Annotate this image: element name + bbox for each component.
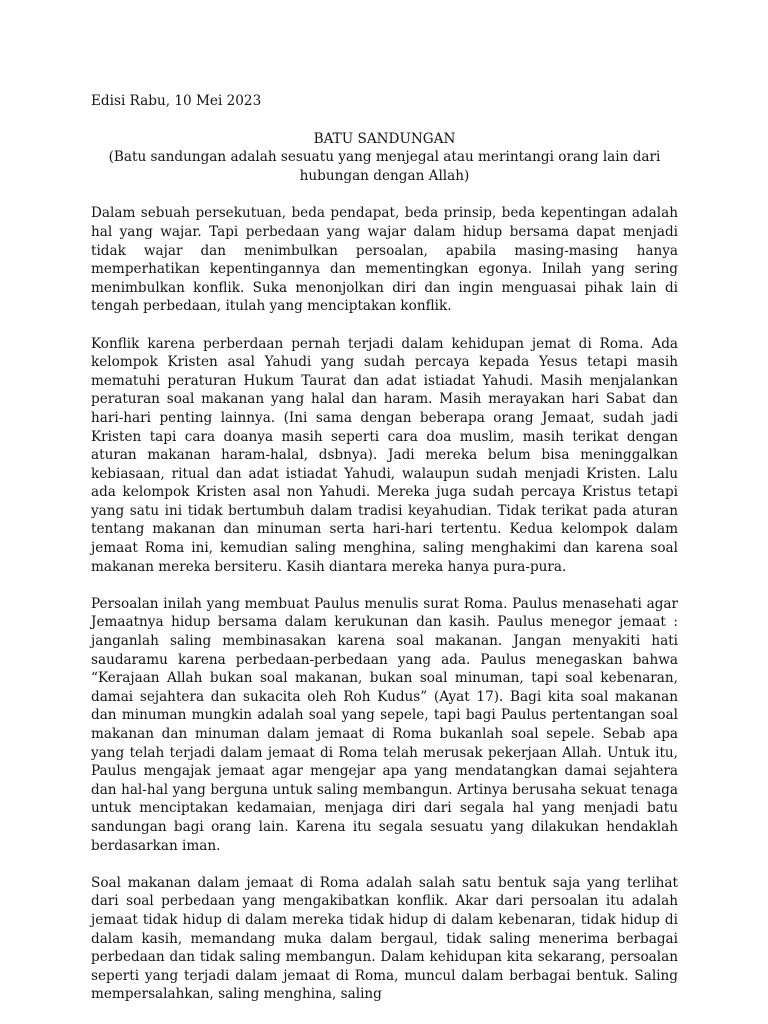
paragraph-3: Persoalan inilah yang membuat Paulus menulis surat Roma. Paulus menasehati agar Jemaatnya hidup bersama dalam kerukunan dan kasih. Paulus menegor jemaat : janganlah saling membinasakan karena soal makanan. Jangan menyakiti hati saudaramu karena perbedaan-perbedaan yang ada. Paulus menegaskan bahwa “Kerajaan Allah bukan soal makanan, bukan soal minuman, tapi soal kebenaran, damai sejahtera dan sukacita oleh Roh Kudus” (Ayat 17). Bagi kita soal makanan dan minuman mungkin adalah soal yang sepele, tapi bagi Paulus pertentangan soal makanan dan minuman dalam jemaat di Roma bukanlah soal sepele. Sebab apa yang telah terjadi dalam jemaat di Roma telah merusak pekerjaan Allah. Untuk itu, Paulus mengajak jemaat agar mengejar apa yang mendatangkan damai sejahtera dan hal-hal yang berguna untuk saling membangun. Artinya berusaha sekuat tenaga untuk menciptakan kedamaian, menjaga diri dari segala hal yang menjadi batu sandungan bagi orang lain. Karena itu segala sesuatu yang dilakukan hendaklah berdasarkan iman. — [91, 595, 678, 854]
paragraph-4: Soal makanan dalam jemaat di Roma adalah salah satu bentuk saja yang terlihat dari soal perbedaan yang mengakibatkan konflik. Akar dari persoalan itu adalah jemaat tidak hidup di dalam mereka tidak hidup di dalam kebenaran, tidak hidup di dalam kasih, memandang muka dalam bergaul, tidak saling menerima berbagai perbedaan dan tidak saling membangun. Dalam kehidupan kita sekarang, persoalan seperti yang terjadi dalam jemaat di Roma, muncul dalam berbagai bentuk. Saling mempersalahkan, saling menghina, saling — [91, 874, 678, 1003]
document-subtitle: (Batu sandungan adalah sesuatu yang menjegal atau merintangi orang lain dari hubungan dengan Allah) — [108, 149, 661, 184]
paragraph-1: Dalam sebuah persekutuan, beda pendapat, beda prinsip, beda kepentingan adalah hal yang wajar. Tapi perbedaan yang wajar dalam hidup bersama dapat menjadi tidak wajar dan menimbulkan persoalan, apabila masing-masing hanya memperhatikan kepentingannya dan mementingkan egonya. Inilah yang sering menimbulkan konflik. Suka menonjolkan diri dan ingin menguasai pihak lain di tengah perbedaan, itulah yang menciptakan konflik. — [91, 205, 678, 315]
edition-date: Edisi Rabu, 10 Mei 2023 — [91, 93, 262, 109]
document-page — [91, 92, 678, 1023]
paragraph-2: Konflik karena perberdaan pernah terjadi dalam kehidupan jemat di Roma. Ada kelompok Kristen asal Yahudi yang sudah percaya kepada Yesus tetapi masih mematuhi peraturan Hukum Taurat dan adat istiadat Yahudi. Masih menjalankan peraturan soal makanan yang halal dan haram. Masih merayakan hari Sabat dan hari-hari penting lainnya. (Ini sama dengan beberapa orang Jemaat, sudah jadi Kristen tapi cara doanya masih seperti cara doa muslim, masih terikat dengan aturan makanan haram-halal, dsbnya). Jadi mereka belum bisa meninggalkan kebiasaan, ritual dan adat istiadat Yahudi, walaupun sudah menjadi Kristen. Lalu ada kelompok Kristen asal non Yahudi. Mereka juga sudah percaya Kristus tetapi yang satu ini tidak bertumbuh dalam tradisi keyahudian. Tidak terikat pada aturan tentang makanan dan minuman serta hari-hari tertentu. Kedua kelompok dalam jemaat Roma ini, kemudian saling menghina, saling menghakimi dan karena soal makanan mereka bersiteru. Kasih diantara mereka hanya pura-pura. — [91, 335, 678, 575]
document-title: BATU SANDUNGAN — [313, 130, 456, 147]
